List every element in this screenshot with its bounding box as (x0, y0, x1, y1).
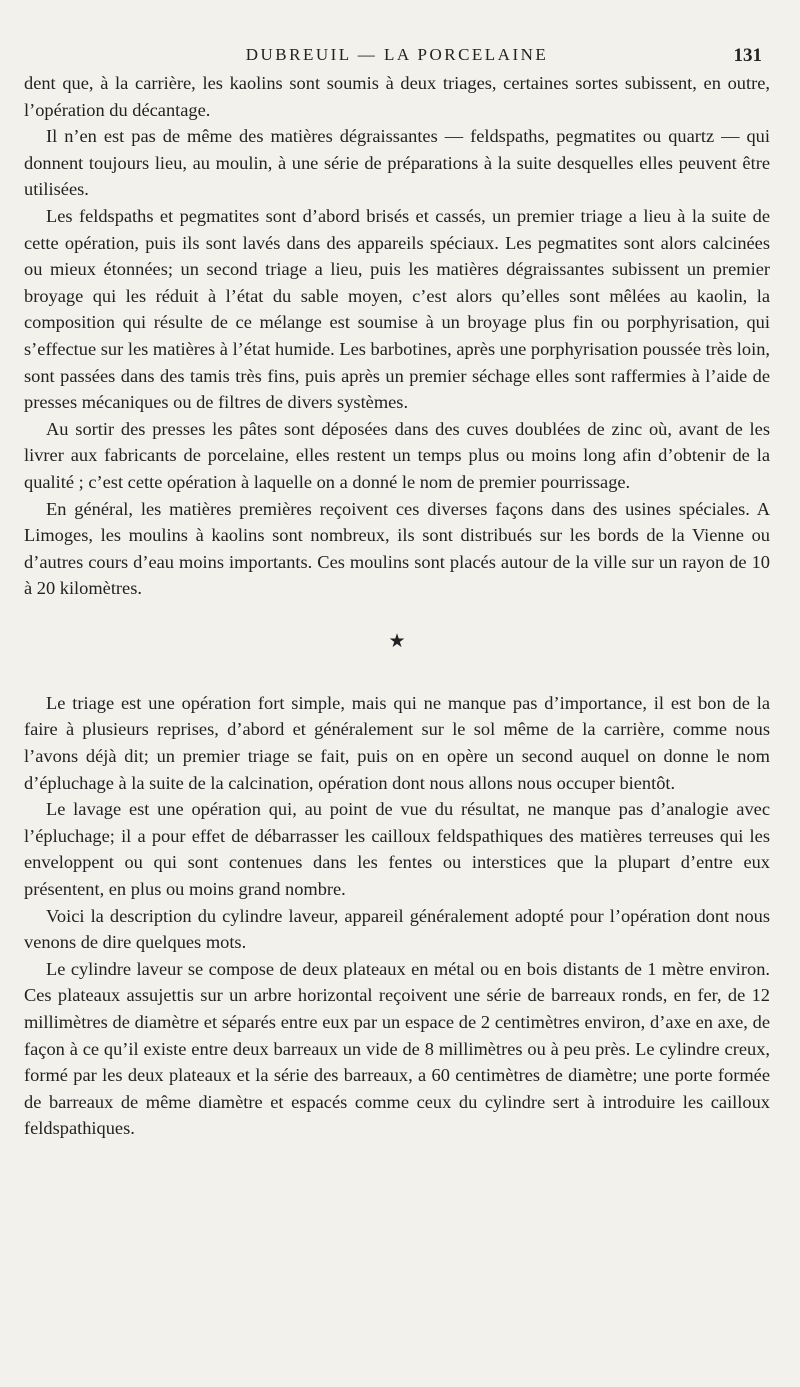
body-text-bottom (24, 690, 770, 1142)
paragraph: Les feldspaths et pegmatites sont d’abord brisés et cassés, un premier triage a lieu à la suite de cette opération, puis ils sont lavés dans des appareils spéciaux. Les pegmatites sont alors calcinées ou mieux étonnées; un second triage a lieu, puis les matières dégraissantes subissent un premier broyage qui les réduit à l’état du sable moyen, c’est alors qu’elles sont mêlées au kaolin, la composition qui résulte de ce mélange est soumise à un broyage plus fin ou porphyrisation, qui s’effectue sur les matières à l’état humide. Les barbotines, après une porphyrisation poussée très loin, sont passées dans des tamis très fins, puis après un premier séchage elles sont raffermies à l’aide de presses mécaniques ou de filtres de divers systèmes. (24, 205, 770, 413)
section-break (24, 602, 770, 690)
paragraph: Le cylindre laveur se compose de deux plateaux en métal ou en bois distants de 1 mètre environ. Ces plateaux assujettis sur un arbre horizontal reçoivent une série de barreaux ronds, en fer, de 12 millimètres de diamètre et séparés entre eux par un espace de 2 centimètres environ, d’axe en axe, de façon à ce qu’il existe entre deux barreaux un vide de 8 millimètres ou à peu près. Le cylindre creux, formé par les deux plateaux et la série des barreaux, a 60 centimètres de diamètre; une porte formée de barreaux de même diamètre et espacés comme ceux du cylindre sert à introduire les cailloux feldspathiques. (24, 958, 770, 1139)
star-separator-icon: ★ (388, 630, 406, 652)
paragraph: Au sortir des presses les pâtes sont déposées dans des cuves doublées de zinc où, avant de les livrer aux fabricants de porcelaine, elles restent un temps plus ou moins long afin d’obtenir de la qualité ; c’est cette opération à laquelle on a donné le nom de premier pourrissage. (24, 418, 770, 492)
paragraph: Voici la description du cylindre laveur, appareil généralement adopté pour l’opération dont nous venons de dire quelques mots. (24, 905, 770, 953)
running-title: DUBREUIL — LA PORCELAINE (245, 45, 549, 64)
running-head (24, 0, 770, 70)
paragraph: Le lavage est une opération qui, au point de vue du résultat, ne manque pas d’analogie avec l’épluchage; il a pour effet de débarrasser les cailloux feldspathiques des matières terreuses qui les enveloppent ou qui sont contenues dans les fentes ou interstices que la plupart d’entre eux présentent, en plus ou moins grand nombre. (24, 799, 770, 900)
page-number: 131 (733, 45, 762, 66)
paragraph: Il n’en est pas de même des matières dégraissantes — feldspaths, pegmatites ou quartz — qui donnent toujours lieu, au moulin, à une série de préparations à la suite desquelles elles peuvent être utilisées. (24, 126, 770, 200)
paragraph: Le triage est une opération fort simple, mais qui ne manque pas d’importance, il est bon de la faire à plusieurs reprises, d’abord et généralement sur le sol même de la carrière, comme nous l’avons déjà dit; un premier triage se fait, puis on en opère un second auquel on donne le nom d’épluchage à la suite de la calcination, opération dont nous allons nous occuper bientôt. (24, 692, 770, 793)
paragraph: En général, les matières premières reçoivent ces diverses façons dans des usines spéciales. A Limoges, les moulins à kaolins sont nombreux, ils sont distribués sur les bords de la Vienne ou d’autres cours d’eau moins importants. Ces moulins sont placés autour de la ville sur un rayon de 10 à 20 kilomètres. (24, 498, 770, 599)
paragraph-continuation: dent que, à la carrière, les kaolins sont soumis à deux triages, certaines sortes subissent, en outre, l’opération du décantage. (24, 73, 770, 120)
body-text-top (24, 70, 770, 602)
